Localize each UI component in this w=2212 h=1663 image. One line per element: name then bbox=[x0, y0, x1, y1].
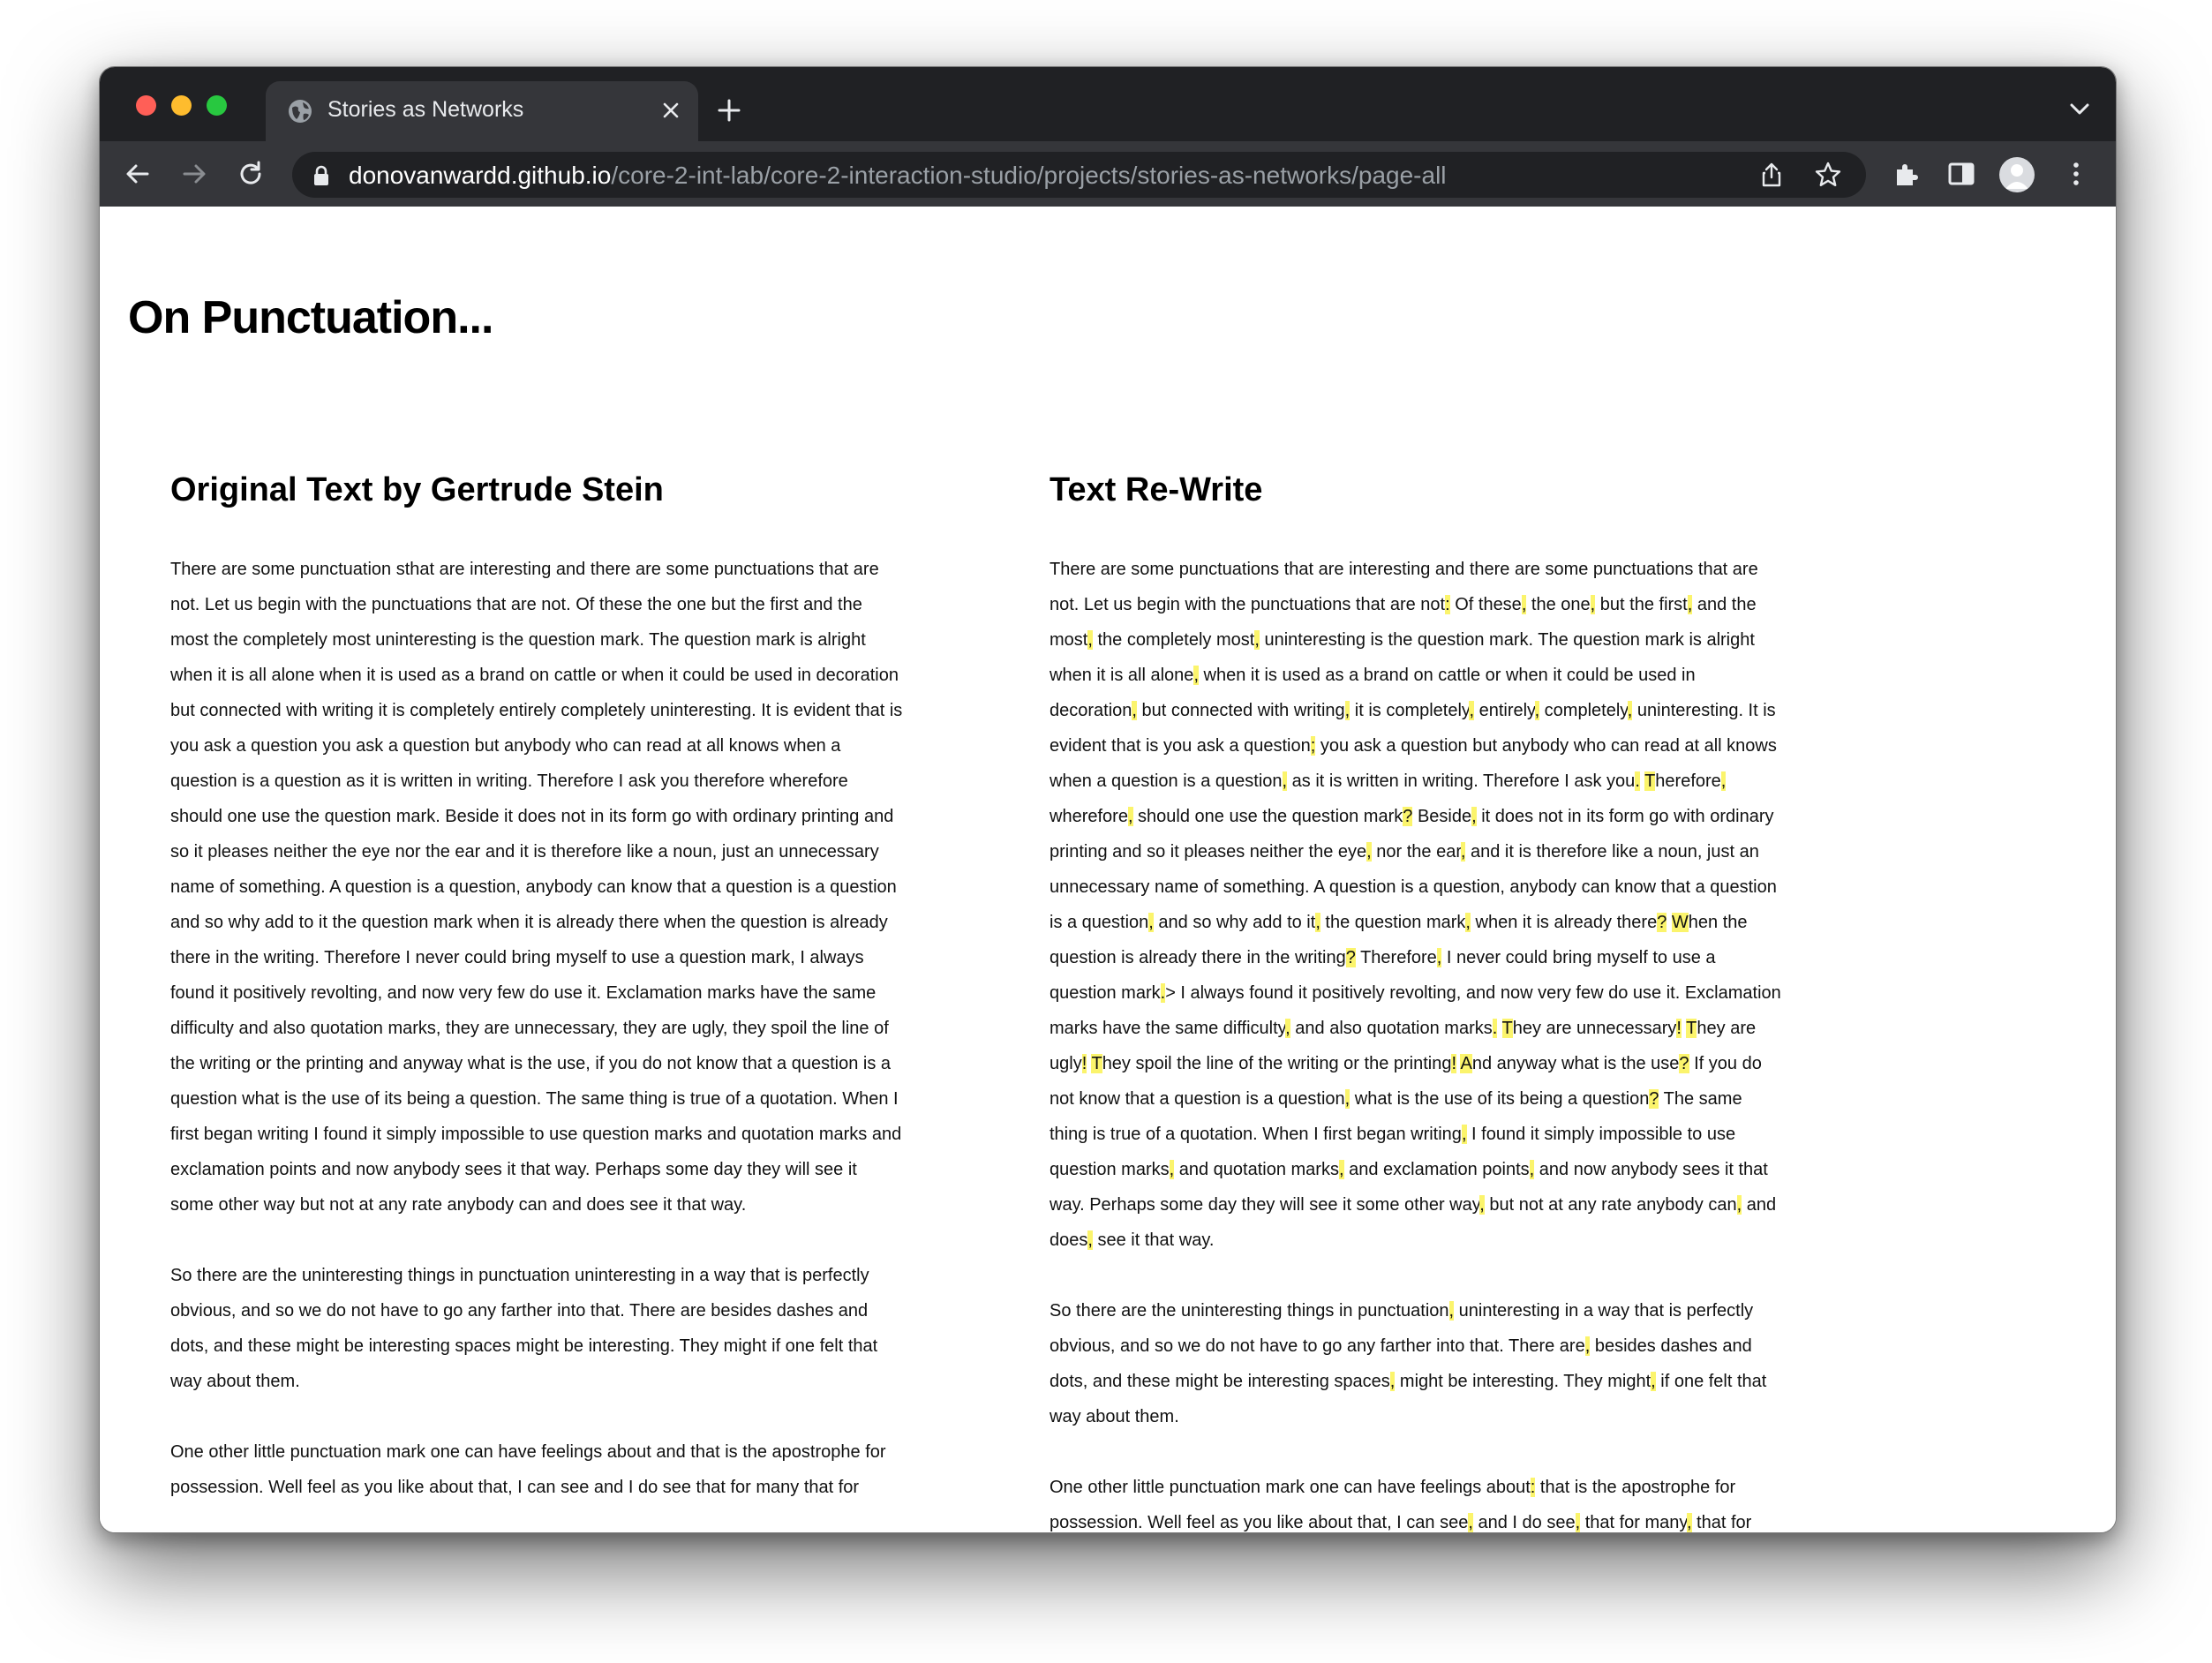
highlighted-punctuation: , bbox=[1461, 1125, 1467, 1144]
url-host: donovanwardd.github.io bbox=[349, 162, 612, 189]
highlighted-punctuation: . bbox=[1492, 1019, 1498, 1038]
highlighted-punctuation: : bbox=[1445, 595, 1450, 614]
page-content bbox=[100, 207, 2116, 1532]
highlighted-punctuation: ! bbox=[1676, 1019, 1682, 1038]
highlighted-punctuation: , bbox=[1254, 630, 1260, 650]
highlighted-punctuation: , bbox=[1127, 807, 1133, 826]
zoom-window-button[interactable] bbox=[207, 95, 227, 116]
address-bar[interactable] bbox=[292, 152, 1866, 198]
highlighted-punctuation: , bbox=[1469, 701, 1475, 720]
highlighted-punctuation: , bbox=[1282, 771, 1288, 791]
browser-window bbox=[99, 66, 2117, 1533]
rewrite-paragraph: There are some punctuations that are interesting and there are some punctuations that are not. Let us begin with the punctuations that are not: Of these, the one, but the first, and the most, the completely most, uninteresting is the question mark. The question mark is alright when it is all alone, when it is used as a brand on cattle or when it could be used in decoration, but connected with writing, it is completely, entirely, completely, uninteresting. It is evident that is you ask a question; you ask a question but anybody who can read at all knows when a question is a question, as it is written in writing. Therefore I ask you. Therefore, wherefore, should one use the question mark? Beside, it does not in its form go with ordinary printing and so it pleases neither the eye, nor the ear, and it is therefore like a noun, just an unnecessary name of something. A question is a question, anybody can know that a question is a question, and so why add to it, the question mark, when it is already there? When the question is already there in the writing? Therefore, I never could bring myself to use a question mark.> I always found it positively revolting, and now very few do use it. Exclamation marks have the same difficulty, and also quotation marks. They are unnecessary! They are ugly! They spoil the line of the writing or the printing! And anyway what is the use? If you do not know that a question is a question, what is the use of its being a question? The same thing is true of a quotation. When I first began writing, I found it simply impossible to use question marks, and quotation marks, and exclamation points, and now anybody sees it that way. Perhaps some day they will see it some other way, but not at any rate anybody can, and does, see it that way. bbox=[1050, 560, 1781, 1250]
highlighted-punctuation: ! bbox=[1451, 1054, 1457, 1073]
highlighted-punctuation: , bbox=[1087, 1230, 1093, 1250]
rewrite-paragraph: One other little punctuation mark one can have feelings about: that is the apostrophe for possession. Well feel as you like about that, I can see, and I do see, that for many, that for bbox=[1050, 1478, 1752, 1532]
rewrite-column bbox=[1050, 471, 1782, 1532]
chevron-down-icon[interactable] bbox=[2068, 101, 2091, 118]
highlighted-punctuation: , bbox=[1148, 913, 1154, 932]
tab-stories-as-networks[interactable] bbox=[266, 81, 698, 141]
highlighted-punctuation: , bbox=[1465, 913, 1471, 932]
highlighted-punctuation: , bbox=[1534, 701, 1540, 720]
profile-icon bbox=[1999, 157, 2035, 192]
rewrite-heading: Text Re-Write bbox=[1050, 471, 1263, 508]
toolbar bbox=[100, 141, 2116, 207]
highlighted-punctuation: ! bbox=[1081, 1054, 1087, 1073]
original-text-column bbox=[170, 471, 903, 1532]
forward-icon[interactable] bbox=[179, 159, 209, 189]
highlighted-punctuation: ; bbox=[1310, 736, 1316, 756]
highlighted-punctuation: T bbox=[1686, 1019, 1697, 1038]
original-paragraph: There are some punctuation sthat are interesting and there are some punctuations that are not. Let us begin with the punctuations that are not. Of these the one but the first and the most the completely most uninteresting is the question mark. The question mark is alright when it is all alone when it is used as a brand on cattle or when it could be used in decoration but connected with writing it is completely entirely completely uninteresting. It is evident that is you ask a question you ask a question but anybody who can read at all knows when a question is a question as it is written in writing. Therefore I ask you therefore wherefore should one use the question mark. Beside it does not in its form go with ordinary printing and so it pleases neither the eye nor the ear and it is therefore like a noun, just an unnecessary name of something. A question is a question, anybody can know that a question is a question and so why add to it the question mark when it is already there when the question is already there in the writing. Therefore I never could bring myself to use a question mark, I always found it positively revolting, and now very few do use it. Exclamation marks have the same difficulty and also quotation marks, they are unnecessary, they are ugly, they spoil the line of the writing or the printing and anyway what is the use, if you do not know that a question is a question what is the use of its being a question. The same thing is true of a quotation. When I first began writing I found it simply impossible to use question marks and quotation marks and exclamation points and now anybody sees it that way. Perhaps some day they will see it some other way but not at any rate anybody can and does see it that way. bbox=[170, 560, 903, 1215]
highlighted-punctuation: , bbox=[1448, 1301, 1455, 1321]
highlighted-punctuation: A bbox=[1460, 1054, 1472, 1073]
page-title: On Punctuation... bbox=[128, 292, 493, 343]
close-window-button[interactable] bbox=[136, 95, 156, 116]
rewrite-paragraph: So there are the uninteresting things in punctuation, uninteresting in a way that is perfectly obvious, and so we do not have to go any farther into that. There are, besides dashes and dots, and these might be interesting spaces, might be interesting. They might, if one felt that way about them. bbox=[1050, 1301, 1767, 1426]
back-icon[interactable] bbox=[123, 159, 153, 189]
highlighted-punctuation: ? bbox=[1345, 948, 1356, 967]
highlighted-punctuation: T bbox=[1501, 1019, 1513, 1038]
highlighted-punctuation: . bbox=[1160, 983, 1166, 1003]
highlighted-punctuation: , bbox=[1338, 1160, 1344, 1179]
highlighted-punctuation: , bbox=[1193, 666, 1199, 685]
highlighted-punctuation: , bbox=[1651, 1372, 1656, 1391]
highlighted-punctuation: , bbox=[1460, 842, 1466, 862]
lock-icon[interactable] bbox=[312, 164, 331, 187]
highlighted-punctuation: , bbox=[1687, 595, 1693, 614]
highlighted-punctuation: T bbox=[1644, 771, 1656, 791]
highlighted-punctuation: , bbox=[1132, 701, 1137, 720]
tab-title: Stories as Networks bbox=[327, 97, 524, 122]
highlighted-punctuation: , bbox=[1344, 701, 1351, 720]
highlighted-punctuation: T bbox=[1091, 1054, 1102, 1073]
star-icon[interactable] bbox=[1814, 161, 1842, 189]
highlighted-punctuation: ? bbox=[1679, 1054, 1689, 1073]
globe-icon bbox=[287, 98, 313, 124]
original-heading: Original Text by Gertrude Stein bbox=[170, 471, 664, 508]
avatar[interactable] bbox=[1999, 157, 2035, 192]
highlighted-punctuation: , bbox=[1285, 1019, 1290, 1038]
highlighted-punctuation: , bbox=[1736, 1195, 1742, 1215]
highlighted-punctuation: : bbox=[1530, 1478, 1536, 1497]
highlighted-punctuation: ? bbox=[1403, 807, 1413, 826]
highlighted-punctuation: , bbox=[1590, 595, 1596, 614]
highlighted-punctuation: , bbox=[1529, 1160, 1535, 1179]
highlighted-punctuation: , bbox=[1389, 1372, 1396, 1391]
url-path: /core-2-int-lab/core-2-interaction-studio/projects/stories-as-networks/page-all bbox=[611, 162, 1447, 189]
highlighted-punctuation: , bbox=[1479, 1195, 1485, 1215]
title-bar bbox=[100, 67, 2116, 141]
original-paragraph: So there are the uninteresting things in punctuation uninteresting in a way that is perfectly obvious, and so we do not have to go any farther into that. There are besides dashes and dots, and these might be interesting spaces might be interesting. They might if one felt that way about them. bbox=[170, 1266, 878, 1391]
share-icon[interactable] bbox=[1757, 161, 1786, 189]
highlighted-punctuation: . bbox=[1635, 771, 1640, 791]
highlighted-punctuation: ? bbox=[1649, 1089, 1659, 1109]
highlighted-punctuation: , bbox=[1686, 1513, 1692, 1532]
highlighted-punctuation: , bbox=[1315, 913, 1320, 932]
plus-icon[interactable] bbox=[716, 97, 742, 124]
highlighted-punctuation: , bbox=[1087, 630, 1093, 650]
highlighted-punctuation: , bbox=[1169, 1160, 1175, 1179]
highlighted-punctuation: ? bbox=[1657, 913, 1667, 932]
highlighted-punctuation: , bbox=[1468, 1513, 1473, 1532]
reload-icon[interactable] bbox=[236, 159, 266, 189]
highlighted-punctuation: , bbox=[1344, 1089, 1351, 1109]
highlighted-punctuation: , bbox=[1366, 842, 1372, 862]
highlighted-punctuation: , bbox=[1584, 1336, 1591, 1356]
highlighted-punctuation: , bbox=[1720, 771, 1727, 791]
highlighted-punctuation: , bbox=[1436, 948, 1442, 967]
highlighted-punctuation: , bbox=[1575, 1513, 1581, 1532]
close-icon[interactable] bbox=[659, 99, 682, 122]
highlighted-punctuation: W bbox=[1671, 913, 1689, 932]
more-icon[interactable] bbox=[2061, 159, 2091, 189]
highlighted-punctuation: , bbox=[1521, 595, 1527, 614]
sidepanel-icon[interactable] bbox=[1946, 159, 1976, 189]
extensions-icon[interactable] bbox=[1892, 159, 1922, 189]
minimize-window-button[interactable] bbox=[171, 95, 192, 116]
highlighted-punctuation: , bbox=[1471, 807, 1477, 826]
highlighted-punctuation: , bbox=[1627, 701, 1633, 720]
url-text[interactable] bbox=[349, 162, 1447, 190]
original-paragraph: One other little punctuation mark one can have feelings about and that is the apostrophe for possession. Well feel as you like about that, I can see and I do see that for many that for bbox=[170, 1442, 886, 1497]
